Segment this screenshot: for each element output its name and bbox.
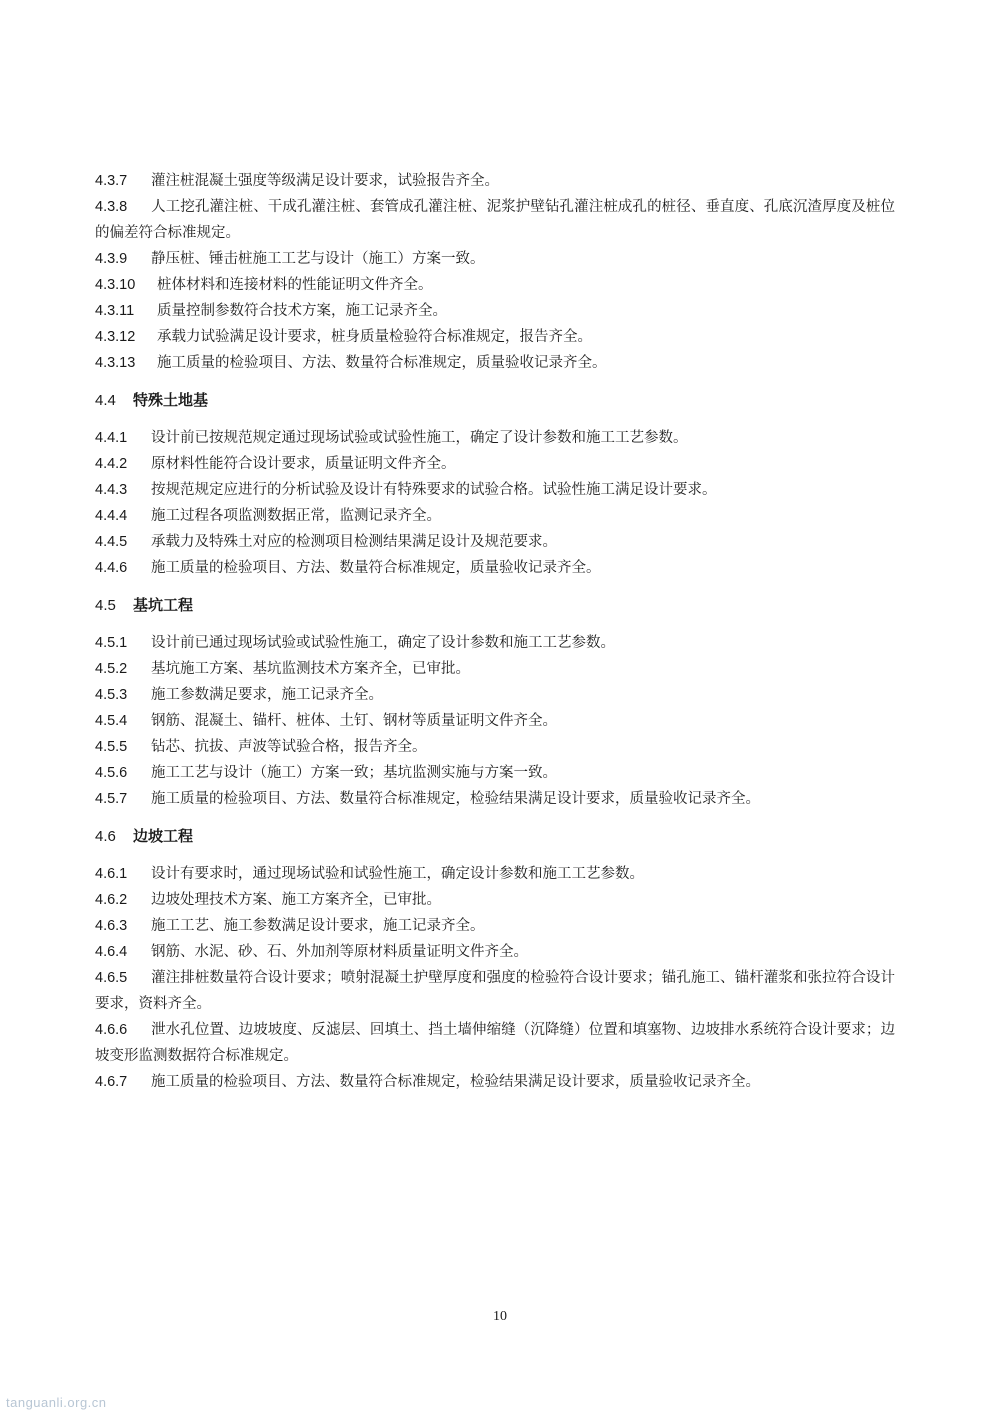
clause-number: 4.6.4 — [95, 944, 128, 960]
clause-number: 4.3.11 — [95, 303, 135, 319]
clause-text: 边坡处理技术方案、施工方案齐全，已审批。 — [151, 892, 441, 908]
section — [95, 592, 895, 812]
clause-number: 4.5.3 — [95, 687, 128, 703]
clause-text: 钢筋、水泥、砂、石、外加剂等原材料质量证明文件齐全。 — [151, 944, 528, 960]
clause — [95, 708, 895, 734]
clause-text: 设计前已通过现场试验或试验性施工，确定了设计参数和施工工艺参数。 — [151, 635, 615, 651]
section — [95, 823, 895, 1095]
clause — [95, 272, 895, 298]
clause-text: 设计有要求时，通过现场试验和试验性施工，确定设计参数和施工工艺参数。 — [151, 866, 644, 882]
clause — [95, 734, 895, 760]
clause-number: 4.3.7 — [95, 173, 128, 189]
clause-number: 4.4.5 — [95, 534, 128, 550]
clause-text: 钢筋、混凝土、锚杆、桩体、土钉、钢材等质量证明文件齐全。 — [151, 713, 557, 729]
clause — [95, 1069, 895, 1095]
clause-number: 4.5.2 — [95, 661, 128, 677]
section-heading — [95, 823, 895, 850]
clause-text: 施工过程各项监测数据正常，监测记录齐全。 — [151, 508, 441, 524]
clause — [95, 760, 895, 786]
document-body — [95, 168, 895, 1095]
page-number: 10 — [493, 1309, 507, 1324]
clause-text: 泄水孔位置、边坡坡度、反滤层、回填土、挡土墙伸缩缝（沉降缝）位置和填塞物、边坡排水系统符合设计要求；边坡变形监测数据符合标准规定。 — [95, 1022, 895, 1064]
clause-number: 4.6.7 — [95, 1074, 128, 1090]
clause-text: 静压桩、锤击桩施工工艺与设计（施工）方案一致。 — [151, 251, 485, 267]
clause-number: 4.5.5 — [95, 739, 128, 755]
clause-number: 4.3.10 — [95, 277, 136, 293]
section — [95, 387, 895, 581]
watermark: tanguanli.org.cn — [6, 1395, 107, 1410]
clause-text: 钻芯、抗拔、声波等试验合格，报告齐全。 — [151, 739, 427, 755]
clause — [95, 503, 895, 529]
clause-number: 4.6.1 — [95, 866, 128, 882]
clause-number: 4.3.9 — [95, 251, 128, 267]
clause — [95, 887, 895, 913]
clause-text: 基坑施工方案、基坑监测技术方案齐全，已审批。 — [151, 661, 470, 677]
clause — [95, 861, 895, 887]
clause-number: 4.5.7 — [95, 791, 128, 807]
clause-text: 人工挖孔灌注桩、干成孔灌注桩、套管成孔灌注桩、泥浆护壁钻孔灌注桩成孔的桩径、垂直度、孔底沉渣厚度及桩位的偏差符合标准规定。 — [95, 199, 895, 241]
section-number: 4.5 — [95, 597, 116, 614]
clause — [95, 682, 895, 708]
clause-number: 4.4.4 — [95, 508, 128, 524]
clause-number: 4.3.12 — [95, 329, 136, 345]
clause-number: 4.6.6 — [95, 1022, 128, 1038]
section-heading — [95, 592, 895, 619]
clause — [95, 656, 895, 682]
clause-text: 施工参数满足要求，施工记录齐全。 — [151, 687, 383, 703]
clause — [95, 555, 895, 581]
clause-number: 4.6.2 — [95, 892, 128, 908]
clause — [95, 939, 895, 965]
clause — [95, 965, 895, 1017]
clause — [95, 786, 895, 812]
clause-number: 4.5.1 — [95, 635, 128, 651]
section-number: 4.4 — [95, 392, 116, 409]
clause-text: 按规范规定应进行的分析试验及设计有特殊要求的试验合格。试验性施工满足设计要求。 — [151, 482, 717, 498]
clause-text: 施工工艺与设计（施工）方案一致；基坑监测实施与方案一致。 — [151, 765, 557, 781]
clause — [95, 425, 895, 451]
clause — [95, 913, 895, 939]
section-heading — [95, 387, 895, 414]
clause-number: 4.3.8 — [95, 199, 128, 215]
section — [95, 168, 895, 376]
clause — [95, 477, 895, 503]
section-title: 基坑工程 — [133, 596, 194, 614]
clause-text: 承载力试验满足设计要求，桩身质量检验符合标准规定，报告齐全。 — [157, 329, 592, 345]
clause — [95, 630, 895, 656]
clause-text: 桩体材料和连接材料的性能证明文件齐全。 — [157, 277, 433, 293]
clause-text: 灌注排桩数量符合设计要求；喷射混凝土护壁厚度和强度的检验符合设计要求；锚孔施工、锚杆灌浆和张拉符合设计要求，资料齐全。 — [95, 970, 895, 1012]
clause-number: 4.5.6 — [95, 765, 128, 781]
clause — [95, 451, 895, 477]
section-title: 特殊土地基 — [133, 391, 209, 409]
clause — [95, 246, 895, 272]
clause-text: 灌注桩混凝土强度等级满足设计要求，试验报告齐全。 — [151, 173, 499, 189]
clause-text: 施工质量的检验项目、方法、数量符合标准规定，检验结果满足设计要求，质量验收记录齐全。 — [151, 1074, 760, 1090]
section-number: 4.6 — [95, 828, 116, 845]
clause-text: 施工质量的检验项目、方法、数量符合标准规定，检验结果满足设计要求，质量验收记录齐全。 — [151, 791, 760, 807]
clause-text: 承载力及特殊土对应的检测项目检测结果满足设计及规范要求。 — [151, 534, 557, 550]
clause-text: 设计前已按规范规定通过现场试验或试验性施工，确定了设计参数和施工工艺参数。 — [151, 430, 688, 446]
clause — [95, 298, 895, 324]
clause-number: 4.4.6 — [95, 560, 128, 576]
clause — [95, 168, 895, 194]
clause-text: 质量控制参数符合技术方案，施工记录齐全。 — [157, 303, 447, 319]
clause — [95, 1017, 895, 1069]
clause — [95, 350, 895, 376]
clause-number: 4.3.13 — [95, 355, 136, 371]
clause-number: 4.4.3 — [95, 482, 128, 498]
section-title: 边坡工程 — [133, 827, 194, 845]
clause — [95, 194, 895, 246]
clause-text: 施工工艺、施工参数满足设计要求，施工记录齐全。 — [151, 918, 485, 934]
clause — [95, 529, 895, 555]
clause-text: 施工质量的检验项目、方法、数量符合标准规定，质量验收记录齐全。 — [157, 355, 607, 371]
clause-number: 4.4.2 — [95, 456, 128, 472]
clause-number: 4.4.1 — [95, 430, 128, 446]
clause-number: 4.6.5 — [95, 970, 128, 986]
clause — [95, 324, 895, 350]
clause-text: 施工质量的检验项目、方法、数量符合标准规定，质量验收记录齐全。 — [151, 560, 601, 576]
clause-number: 4.6.3 — [95, 918, 128, 934]
clause-number: 4.5.4 — [95, 713, 128, 729]
clause-text: 原材料性能符合设计要求，质量证明文件齐全。 — [151, 456, 456, 472]
